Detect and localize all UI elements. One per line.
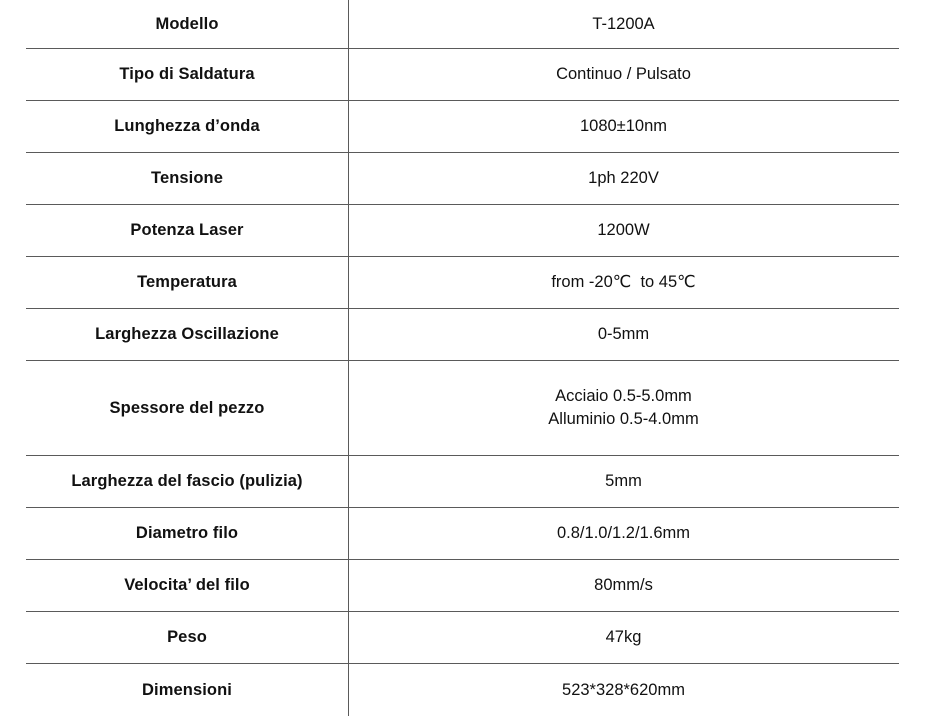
table-row xyxy=(26,361,899,456)
table-row xyxy=(26,0,899,49)
row-label: Tipo di Saldatura xyxy=(119,65,255,83)
row-value: 5mm xyxy=(605,472,642,490)
spec-table xyxy=(26,0,899,716)
table-row xyxy=(26,205,899,257)
table-row xyxy=(26,257,899,309)
row-label: Temperatura xyxy=(137,273,237,291)
row-label: Spessore del pezzo xyxy=(109,398,265,417)
row-label: Larghezza Oscillazione xyxy=(95,325,279,343)
row-label: Diametro filo xyxy=(135,524,239,542)
row-label: Peso xyxy=(167,628,207,646)
row-value: 1080±10nm xyxy=(579,117,668,135)
row-value: Continuo / Pulsato xyxy=(556,65,691,83)
row-label: Velocita’ del filo xyxy=(124,576,250,594)
table-row xyxy=(26,101,899,153)
table-row xyxy=(26,153,899,205)
row-value: 47kg xyxy=(605,628,642,646)
row-label: Larghezza del fascio (pulizia) xyxy=(71,472,303,490)
table-row xyxy=(26,560,899,612)
table-row xyxy=(26,664,899,716)
table-row xyxy=(26,456,899,508)
row-value: 0-5mm xyxy=(597,325,650,343)
row-value: 1ph 220V xyxy=(588,169,659,187)
row-label: Lunghezza d’onda xyxy=(114,117,260,135)
row-value: 0.8/1.0/1.2/1.6mm xyxy=(557,524,690,542)
row-value: 523*328*620mm xyxy=(562,680,685,699)
row-label: Potenza Laser xyxy=(130,221,244,239)
table-row xyxy=(26,612,899,664)
table-row xyxy=(26,508,899,560)
row-value: T-1200A xyxy=(592,14,655,33)
row-label: Dimensioni xyxy=(142,680,232,699)
row-value: 1200W xyxy=(597,221,650,239)
row-label: Tensione xyxy=(150,169,223,187)
table-row xyxy=(26,49,899,101)
row-value: from -20℃ to 45℃ xyxy=(551,273,696,291)
table-row xyxy=(26,309,899,361)
row-value: 80mm/s xyxy=(594,576,653,594)
row-value: Acciaio 0.5-5.0mm Alluminio 0.5-4.0mm xyxy=(548,387,699,428)
row-label: Modello xyxy=(155,14,219,33)
